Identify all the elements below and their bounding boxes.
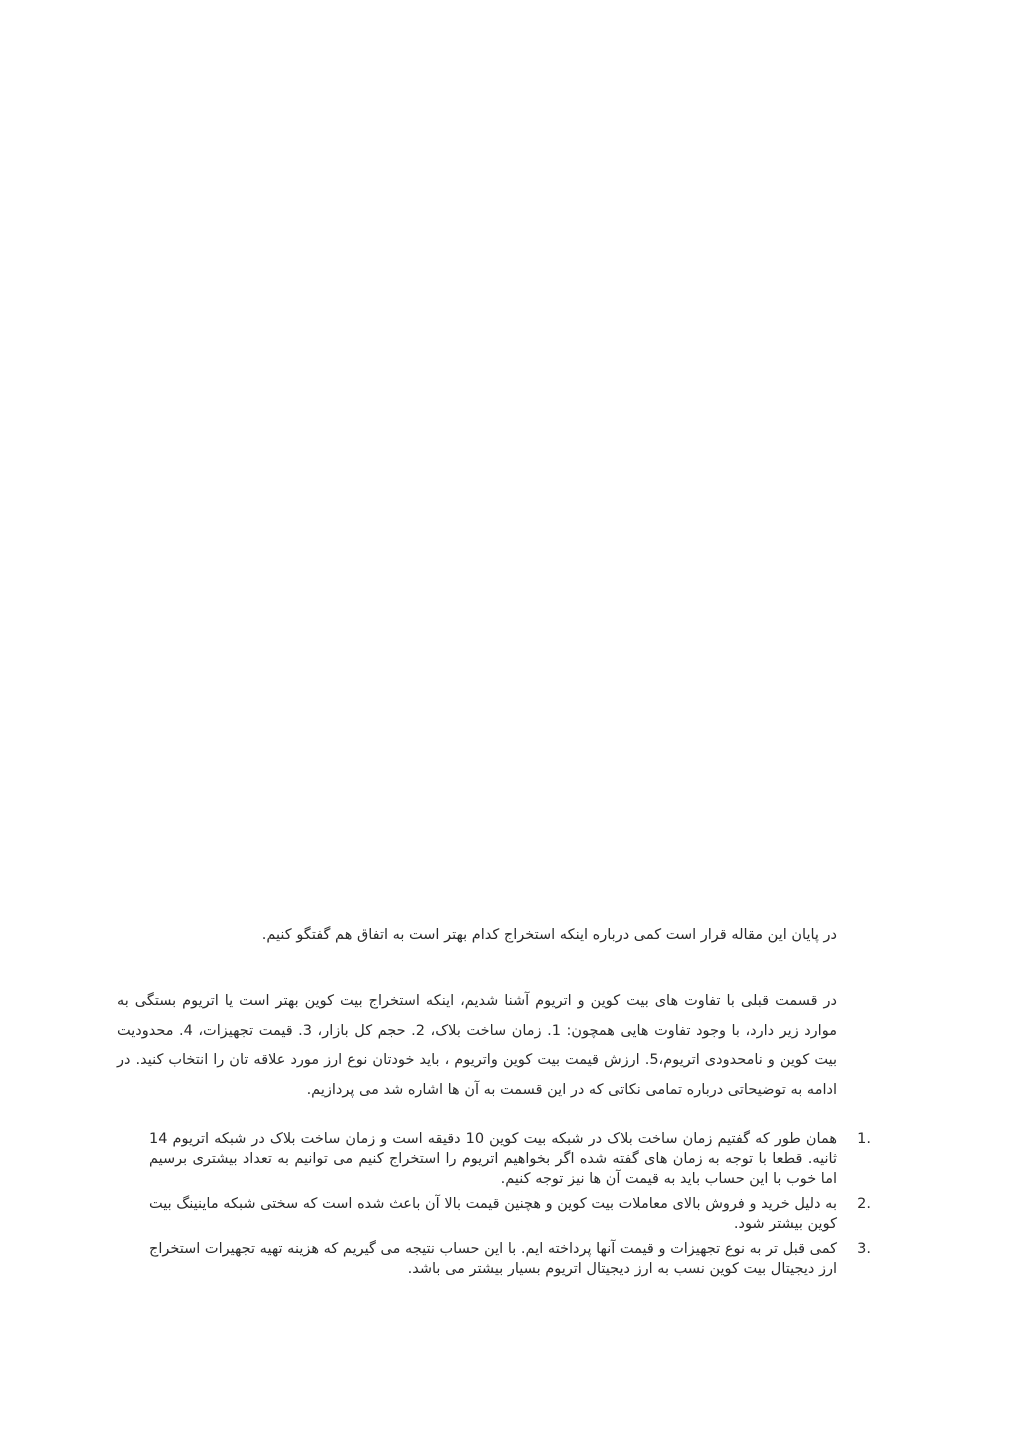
list-item [149, 1194, 871, 1234]
intro-sentence: در پایان این مقاله قرار است کمی درباره اینکه استخراج کدام بهتر است به اتفاق هم گفتگو کنیم. [261, 927, 837, 943]
list-item-text: کمی قبل تر به نوع تجهیزات و قیمت آنها پرداخته ایم. با این حساب نتیجه می گیریم که هزینه تهیه تجهیرات استخراج ارز دیجیتال بیت کوین نسب به ارز دیجیتال اتریوم بسیار بیشتر می باشد. [149, 1241, 837, 1277]
list-item-text: همان طور که گفتیم زمان ساخت بلاک در شبکه بیت کوین 10 دقیقه است و زمان ساخت بلاک در شبکه اتریوم 14 ثانیه. قطعا با توجه به زمان های گفته شده اگر بخواهیم اتریوم را استخراج کنیم می توانیم به تعداد بیشتری برسیم اما خوب با این حساب باید به قیمت آن ها نیز توجه کنیم. [149, 1131, 837, 1187]
document-content [117, 923, 871, 1284]
body-paragraph: در قسمت قبلی با تفاوت های بیت کوین و اتریوم آشنا شدیم، اینکه استخراج بیت کوین بهتر است یا اتریوم بستگی به موارد زیر دارد، با وجود تفاوت هایی همچون: 1. زمان ساخت بلاک، 2. حجم کل بازار، 3. قیمت تجهیزات، 4. محدودیت بیت کوین و نامحدودی اتریوم،5. ارزش قیمت بیت کوین واتریوم ، باید خودتان نوع ارز مورد علاقه تان را انتخاب کنید. در ادامه به توضیحاتی درباره تمامی نکاتی که در این قسمت به آن ها اشاره شد می پردازیم. [117, 993, 837, 1098]
list-item-text: به دلیل خرید و فروش بالای معاملات بیت کوین و هچنین قیمت بالا آن باعث شده است که سختی شبکه ماینینگ بیت کوین بیشتر شود. [149, 1196, 837, 1232]
list-item-number: 3. [857, 1241, 871, 1257]
numbered-list [117, 1129, 871, 1279]
list-item [149, 1239, 871, 1279]
list-item [149, 1129, 871, 1189]
list-item-number: 2. [857, 1196, 871, 1212]
list-item-number: 1. [857, 1131, 871, 1147]
